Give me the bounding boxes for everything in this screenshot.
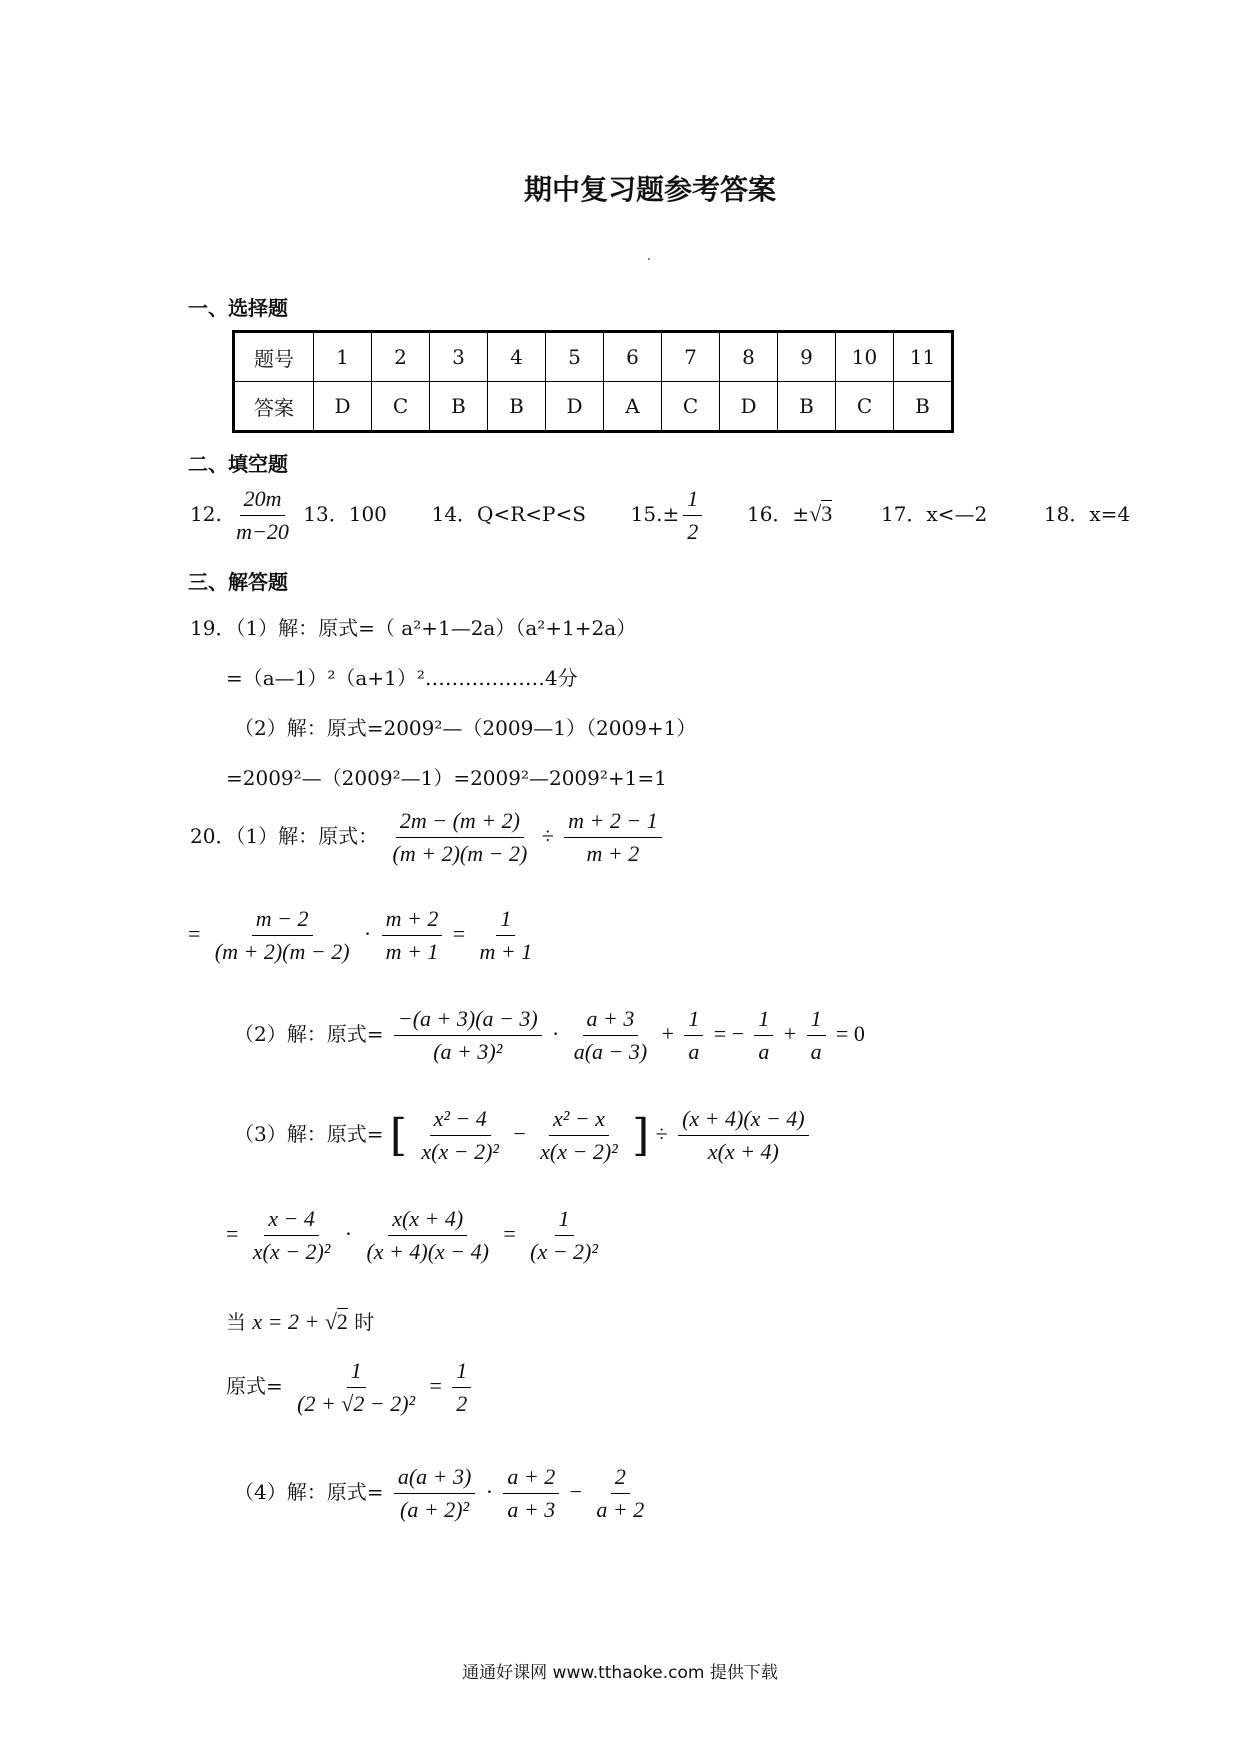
sqrt-icon: √ — [324, 1309, 337, 1334]
fraction: $\frac{a + 2}{a + 3}$ — [503, 1464, 559, 1523]
question-number: 3 — [430, 332, 488, 382]
q20-final-value: 原式= $\frac{1}{\text{(2 + √2 − 2)²}}$ = $\frac{1}{2}$ — [226, 1358, 475, 1417]
fraction: $\frac{m + 2}{m + 1}$ — [382, 906, 443, 965]
fraction: $\frac{2}{a + 2}$ — [596, 1464, 645, 1522]
fraction: $\frac{1}{a}$ — [684, 1006, 703, 1065]
q15-fraction: $\frac{1}{2}$ — [683, 486, 702, 545]
section-heading-choice: 一、选择题 — [188, 296, 288, 320]
question-number: 8 — [720, 332, 778, 382]
fraction: $\frac{x - 4}{\text{x(x − 2)²}}$ — [252, 1206, 331, 1264]
time-label: 时 — [354, 1310, 375, 1334]
question-number: 2 — [372, 332, 430, 382]
q15-label: 15.± — [630, 502, 680, 526]
fraction: $\frac{m + 2 - 1}{m + 2}$ — [564, 808, 662, 867]
q20-condition — [226, 1306, 374, 1335]
fraction: $\frac{\text{x² − 4}}{\text{x(x − 2)²}}$ — [421, 1106, 499, 1164]
fraction: $\frac{a(a + 3)}{\text{(a + 2)²}}$ — [394, 1464, 476, 1523]
q19-part2: （2）解：原式=2009²—（2009—1）（2009+1） — [234, 716, 697, 740]
answer-cell: B — [778, 382, 836, 432]
q20-part2: （2）解：原式= $\frac{-(a + 3)(a - 3)}{\text{(a + 3)²}}$ · $\frac{a + 3}{a(a - 3)}$ + $\frac{1}{a}$ = − $\frac{1}{a}$ + $\frac{1}{a}$ = 0 — [234, 1006, 865, 1064]
q20-part2-result: = 0 — [835, 1021, 865, 1046]
q19-part1-result: =（a—1）²（a+1）²………………4分 — [226, 666, 578, 690]
q12-fraction: $\frac{20m}{m-20}$ — [236, 486, 289, 544]
question-number: 9 — [778, 332, 836, 382]
q18-answer: 18．x=4 — [1043, 502, 1131, 526]
q12-label: 12. — [190, 502, 222, 526]
table-row-numbers — [234, 332, 953, 382]
divide-sign: ÷ — [541, 823, 554, 848]
q20-part2-label: （2）解：原式= — [234, 1022, 384, 1046]
table-row-answers — [234, 382, 953, 432]
q13-answer: 13．100 — [303, 502, 387, 526]
q20-part4-label: （4）解：原式= — [234, 1480, 384, 1504]
answer-cell: B — [430, 382, 488, 432]
condition-radicand: 2 — [336, 1309, 348, 1334]
question-number: 1 — [314, 332, 372, 382]
fraction: $\frac{x(x + 4)}{(x + 4)(x - 4)}$ — [366, 1206, 489, 1264]
answer-cell: C — [662, 382, 720, 432]
result-label: 原式= — [226, 1374, 283, 1398]
table-answer-label: 答案 — [234, 382, 314, 432]
fraction: $\frac{m - 2}{(m + 2)(m - 2)}$ — [214, 906, 350, 964]
fraction: $\frac{-(a + 3)(a - 3)}{\text{(a + 3)²}}$ — [394, 1006, 542, 1065]
fraction: $\frac{2m - (m + 2)}{(m + 2)(m - 2)}$ — [392, 808, 528, 866]
q20-part1-label: 20．（1）解：原式： — [190, 824, 379, 848]
fraction: $\frac{1}{a}$ — [807, 1006, 826, 1065]
fraction: $\frac{1}{m + 1}$ — [479, 906, 533, 964]
sqrt-icon: √ — [809, 501, 822, 526]
fill-answers-row — [190, 486, 1130, 545]
right-bracket: ] — [632, 1110, 650, 1161]
question-number: 10 — [836, 332, 894, 382]
answer-table — [232, 330, 954, 433]
fraction: $\frac{1}{a}$ — [754, 1006, 773, 1065]
left-bracket: [ — [389, 1110, 408, 1161]
answer-cell: B — [488, 382, 546, 432]
q20-part1-result: = $\frac{m - 2}{(m + 2)(m - 2)}$ · $\frac{m + 2}{m + 1}$ = $\frac{1}{m + 1}$ — [188, 906, 540, 965]
section-heading-fill: 二、填空题 — [188, 452, 288, 476]
condition-expression: x = 2 + — [252, 1309, 325, 1334]
q19-part2-result: =2009²—（2009²—1）=2009²—2009²+1=1 — [226, 766, 667, 790]
q14-answer: 14．Q<R<P<S — [431, 502, 586, 526]
footer-credit: 通通好课网 www.tthaoke.com 提供下载 — [462, 1663, 778, 1683]
table-header-label: 题号 — [234, 332, 314, 382]
fraction: $\frac{(x + 4)(x - 4)}{x(x + 4)}$ — [678, 1106, 809, 1165]
q16-label: 16．± — [746, 502, 810, 526]
answer-cell: A — [604, 382, 662, 432]
question-number: 4 — [488, 332, 546, 382]
fraction: $\frac{a + 3}{a(a - 3)}$ — [573, 1006, 648, 1064]
question-number: 6 — [604, 332, 662, 382]
when-label: 当 — [226, 1310, 246, 1334]
page-title: 期中复习题参考答案 — [523, 173, 776, 206]
q17-answer: 17．x<—2 — [880, 502, 988, 526]
question-number: 7 — [662, 332, 720, 382]
answer-cell: B — [894, 382, 953, 432]
fraction: $\frac{\text{x² − x}}{\text{x(x − 2)²}}$ — [540, 1106, 618, 1164]
fraction: $\frac{1}{2}$ — [452, 1358, 471, 1417]
answer-cell: D — [546, 382, 604, 432]
q16-radicand: 3 — [821, 501, 833, 526]
answer-cell: D — [314, 382, 372, 432]
question-number: 5 — [546, 332, 604, 382]
stray-dot — [648, 258, 650, 260]
fraction: $\frac{1}{\text{(x − 2)²}}$ — [530, 1206, 598, 1264]
q20-part1 — [190, 808, 666, 867]
answer-cell: D — [720, 382, 778, 432]
answer-cell: C — [372, 382, 430, 432]
q20-part3-result: = $\frac{x - 4}{\text{x(x − 2)²}}$ · $\frac{x(x + 4)}{(x + 4)(x - 4)}$ = $\frac{1}{\text{(x − 2)²}}$ — [226, 1206, 606, 1265]
q20-part3: （3）解：原式= [ $\frac{\text{x² − 4}}{\text{x(x − 2)²}}$ − $\frac{\text{x² − x}}{\text{x(x − 2)²}}$ ] ÷ $\frac{(x + 4)(x - 4)}{x(x + 4)}$ — [234, 1106, 813, 1165]
q20-part4: （4）解：原式= $\frac{a(a + 3)}{\text{(a + 2)²}}$ · $\frac{a + 2}{a + 3}$ − $\frac{2}{a + 2}$ — [234, 1464, 652, 1523]
answer-cell: C — [836, 382, 894, 432]
question-number: 11 — [894, 332, 953, 382]
fraction: $\frac{1}{\text{(2 + √2 − 2)²}}$ — [297, 1358, 416, 1416]
q19-part1: 19．（1）解：原式=（ a²+1—2a）（a²+1+2a） — [190, 616, 637, 640]
q20-part3-label: （3）解：原式= — [234, 1122, 384, 1146]
section-heading-solve: 三、解答题 — [188, 570, 288, 594]
